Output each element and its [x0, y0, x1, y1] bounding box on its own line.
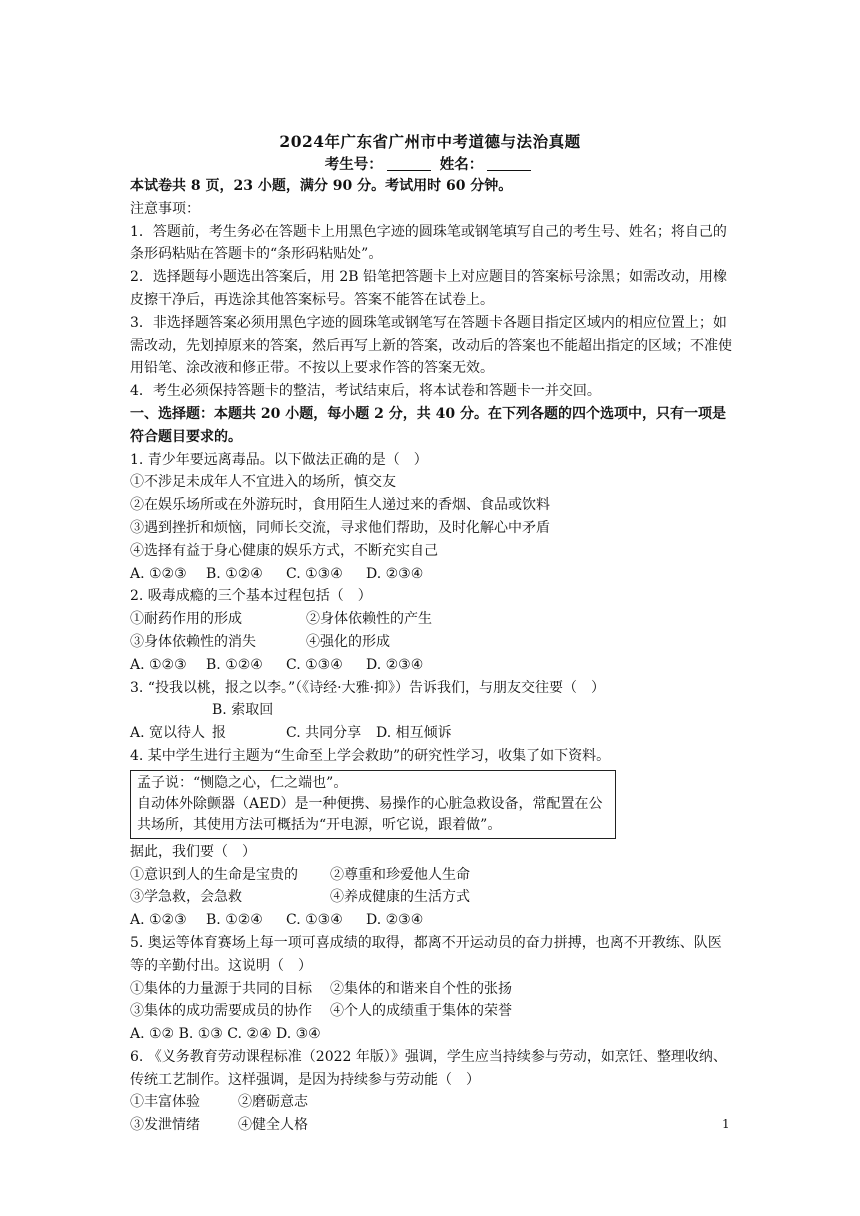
name-label: 姓名：	[439, 156, 484, 173]
item-row	[130, 1091, 734, 1114]
option-a: A. ①②③	[130, 656, 187, 673]
question-item: ③发泄情绪	[130, 1117, 200, 1134]
question-item: ③学急救，会急救	[130, 889, 242, 906]
option-c: C. ①③④	[286, 565, 343, 582]
option-b: B. 索取回报	[212, 702, 274, 742]
question-item: ②尊重和珍爱他人生命	[330, 866, 470, 883]
question-item: ③身体依赖性的消失	[130, 633, 256, 650]
question-stem: 4. 某中学生进行主题为“生命至上学会救助”的研究性学习，收集了如下资料。	[130, 747, 611, 764]
note-item: 3．非选择题答案必须用黑色字迹的圆珠笔或钢笔写在答题卡各题目指定区域内的相应位置上；如需改动，先划掉原来的答案，然后再写上新的答案，改动后的答案也不能超出指定的区域；不准使用铅笔、涂改液和修正带。不按以上要求作答的答案无效。	[130, 314, 732, 377]
option-d: D. 相互倾诉	[376, 725, 452, 742]
item-row	[130, 608, 734, 631]
question-item: ④个人的成绩重于集体的荣誉	[330, 1003, 512, 1020]
question-item: ④选择有益于身心健康的娱乐方式，不断充实自己	[130, 542, 438, 559]
item-row	[130, 1114, 734, 1137]
option-a: A. ①②③	[130, 565, 187, 582]
question-item: ②集体的和谐来自个性的张扬	[330, 980, 512, 997]
candidate-info-line	[0, 153, 860, 174]
question-item: ①意识到人的生命是宝贵的	[130, 866, 298, 883]
question-stem: 3. “投我以桃，报之以李。”（《诗经·大雅·抑》）告诉我们，与朋友交往要（ ）	[130, 679, 606, 696]
note-item: 2．选择题每小题选出答案后，用 2B 铅笔把答题卡上对应题目的答案标号涂黑；如需改动，用橡皮擦干净后，再选涂其他答案标号。答案不能答在试卷上。	[130, 269, 728, 308]
option-a: A. ①②③	[130, 912, 187, 929]
candidate-number-label: 考生号：	[324, 156, 383, 173]
item-row	[130, 864, 734, 887]
answer-options	[130, 909, 734, 932]
material-quote: 孟子说：“恻隐之心，仁之端也”。	[137, 774, 348, 791]
question-item: ④强化的形成	[306, 633, 390, 650]
exam-content	[130, 175, 734, 1137]
question-item: ②磨砺意志	[238, 1094, 308, 1111]
item-row	[130, 978, 734, 1001]
question-stem: 2. 吸毒成瘾的三个基本过程包括（ ）	[130, 588, 372, 605]
option-a: A. 宽以待人	[130, 725, 206, 742]
question-ask: 据此，我们要（ ）	[130, 843, 256, 860]
option-d: D. ②③④	[366, 656, 424, 673]
answer-options	[130, 699, 734, 745]
page-title: 2024年广东省广州市中考道德与法治真题	[279, 132, 581, 151]
question-item: ①丰富体验	[130, 1094, 200, 1111]
note-item: 1．答题前，考生务必在答题卡上用黑色字迹的圆珠笔或钢笔填写自己的考生号、姓名；将自己的条形码粘贴在答题卡的“条形码粘贴处”。	[130, 223, 727, 263]
question-stem: 5. 奥运等体育赛场上每一项可喜成绩的取得，都离不开运动员的奋力拼搏，也离不开教练、队医等的辛勤付出。这说明（ ）	[130, 934, 722, 974]
option-d: D. ②③④	[366, 912, 424, 929]
question-item: ④养成健康的生活方式	[330, 889, 470, 906]
option-b: B. ①②④	[206, 912, 263, 929]
option-c: C. 共同分享	[286, 725, 362, 742]
question-item: ②身体依赖性的产生	[306, 611, 432, 628]
answer-options	[130, 563, 734, 586]
question-item: ③集体的成功需要成员的协作	[130, 1003, 312, 1020]
name-blank	[487, 156, 531, 171]
intro-line: 本试卷共 8 页，23 小题，满分 90 分。考试用时 60 分钟。	[130, 178, 513, 194]
material-box	[130, 770, 616, 839]
answer-options	[130, 654, 734, 677]
option-d: D. ②③④	[366, 565, 424, 582]
option-c: C. ①③④	[286, 912, 343, 929]
question-item: ③遇到挫折和烦恼，同师长交流，寻求他们帮助，及时化解心中矛盾	[130, 519, 550, 536]
question-item: ①集体的力量源于共同的目标	[130, 980, 312, 997]
item-row	[130, 886, 734, 909]
material-text: 自动体外除颤器（AED）是一种便携、易操作的心脏急救设备，常配置在公共场所，其使用方法可概括为“开电源，听它说，跟着做”。	[137, 795, 603, 833]
question-stem: 6. 《义务教育劳动课程标准（2022 年版）》强调，学生应当持续参与劳动，如烹饪、整理收纳、传统工艺制作。这样强调，是因为持续参与劳动能（ ）	[130, 1048, 727, 1088]
option-b: B. ①②④	[206, 656, 263, 673]
question-item: ②在娱乐场所或在外游玩时，食用陌生人递过来的香烟、食品或饮料	[130, 497, 550, 514]
candidate-number-blank	[387, 156, 431, 171]
answer-options: A. ①② B. ①③ C. ②④ D. ③④	[130, 1026, 321, 1043]
question-item: ①不涉足未成年人不宜进入的场所，慎交友	[130, 474, 396, 491]
option-c: C. ①③④	[286, 656, 343, 673]
item-row	[130, 1000, 734, 1023]
notes-heading: 注意事项：	[130, 200, 200, 217]
question-item: ①耐药作用的形成	[130, 611, 242, 628]
option-b: B. ①②④	[206, 565, 263, 582]
section-heading: 一、选择题：本题共 20 小题，每小题 2 分，共 40 分。在下列各题的四个选项中，只有一项是符合题目要求的。	[130, 405, 726, 445]
note-item: 4．考生必须保持答题卡的整洁，考试结束后，将本试卷和答题卡一并交回。	[130, 383, 601, 400]
question-item: ④健全人格	[238, 1117, 308, 1134]
page-number: 1	[722, 1117, 730, 1131]
question-stem: 1. 青少年要远离毒品。以下做法正确的是（ ）	[130, 451, 428, 468]
item-row	[130, 631, 734, 654]
